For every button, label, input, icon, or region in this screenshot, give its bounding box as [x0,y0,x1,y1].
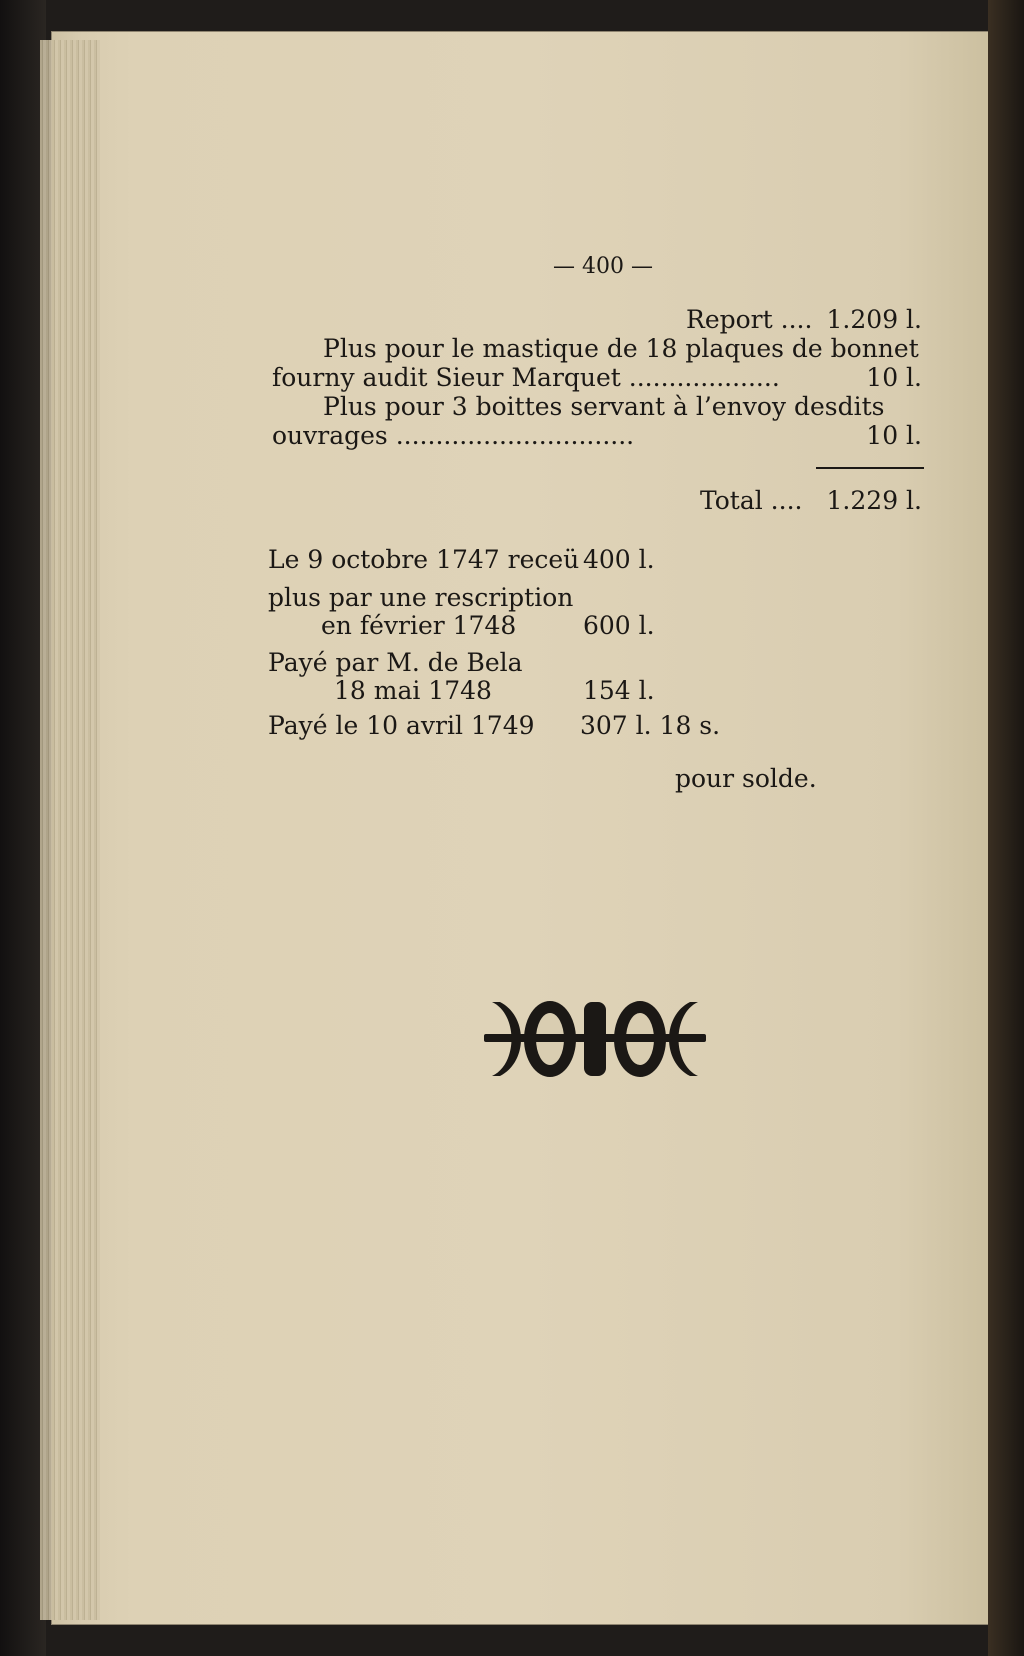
payment-4-text: Payé le 10 avril 1749 [268,711,535,740]
entry-2-line-b: ouvrages .............................. [272,421,635,450]
payment-3-date: 18 mai 1748 [334,676,492,705]
next-page-edge [988,0,1024,1656]
entry-1-value: 10 l. [866,363,922,392]
closing-note: pour solde. [675,764,817,793]
payment-2-text: plus par une rescription [268,583,574,612]
total-value: 1.229 l. [826,486,922,515]
payment-4-amount: 307 l. 18 s. [580,711,721,740]
book-page [52,32,992,1624]
entry-1-line-b: fourny audit Sieur Marquet ................... [272,363,780,392]
payment-3-text: Payé par M. de Bela [268,648,523,677]
report-value: 1.209 l. [826,305,922,334]
entry-1-line-a: Plus pour le mastique de 18 plaques de bonnet [323,334,919,363]
payment-1-amount: 400 l. [583,545,655,574]
payment-2-date: en février 1748 [321,611,517,640]
payment-1-text: Le 9 octobre 1747 receü [268,545,580,574]
payment-3-amount: 154 l. [583,676,655,705]
sum-rule [816,467,924,469]
payment-2-amount: 600 l. [583,611,655,640]
ornament-icon [484,996,706,1082]
total-label: Total .... [700,486,803,515]
entry-2-line-a: Plus pour 3 boittes servant à l’envoy desdits [323,392,885,421]
page-edges [40,40,100,1620]
entry-2-value: 10 l. [866,421,922,450]
page-number: — 400 — [553,254,653,279]
report-label: Report .... [686,305,813,334]
